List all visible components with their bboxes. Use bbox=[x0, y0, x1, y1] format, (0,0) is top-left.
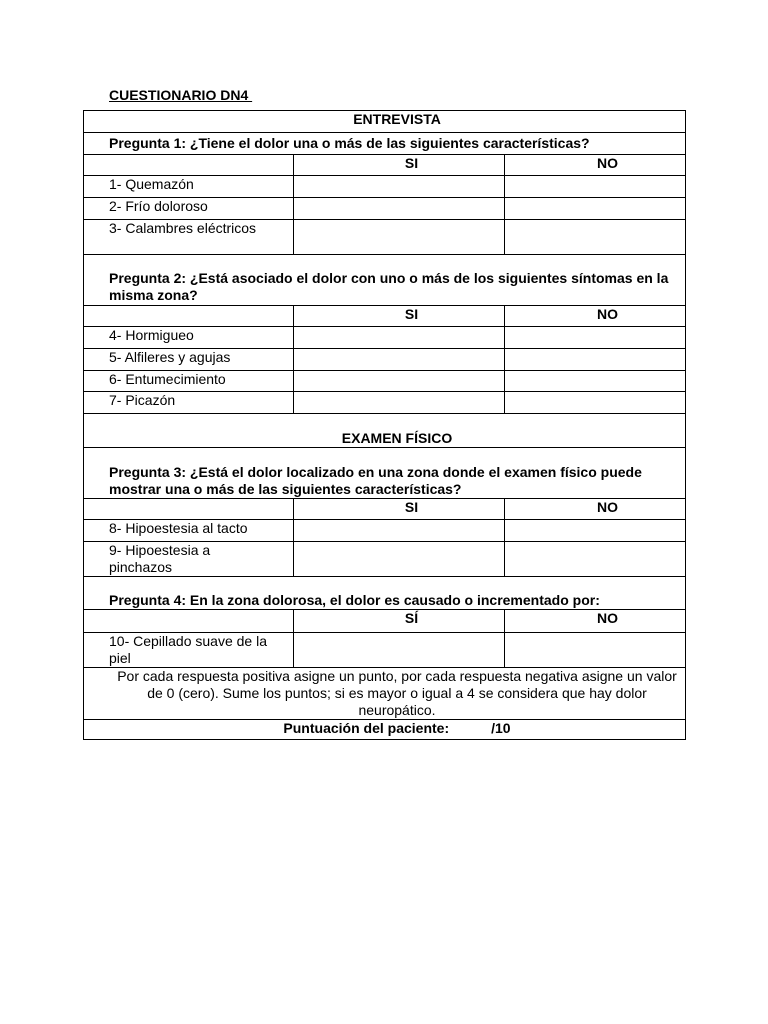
section-exam-heading: EXAMEN FÍSICO bbox=[84, 414, 686, 448]
score-label: Puntuación del paciente: bbox=[283, 720, 450, 736]
question-row-2 bbox=[84, 255, 686, 306]
answer-si-cell[interactable] bbox=[294, 327, 505, 349]
column-header-no: NO bbox=[505, 306, 686, 327]
column-header-si: SI bbox=[294, 306, 505, 327]
column-header-si: SÍ bbox=[294, 610, 505, 633]
answer-si-cell[interactable] bbox=[294, 220, 505, 255]
table-row bbox=[84, 392, 686, 414]
answer-si-cell[interactable] bbox=[294, 176, 505, 198]
score-row bbox=[84, 720, 686, 740]
answer-si-cell[interactable] bbox=[294, 198, 505, 220]
document-title: CUESTIONARIO DN4 bbox=[109, 87, 253, 103]
column-header-si: SI bbox=[294, 499, 505, 520]
item-label: 7- Picazón bbox=[84, 392, 294, 414]
question-row-4 bbox=[84, 577, 686, 610]
question-row-3 bbox=[84, 448, 686, 499]
table-row bbox=[84, 220, 686, 255]
item-label: 2- Frío doloroso bbox=[84, 198, 294, 220]
table-row bbox=[84, 371, 686, 392]
item-label: 4- Hormigueo bbox=[84, 327, 294, 349]
column-header-si: SI bbox=[294, 155, 505, 176]
answer-no-cell[interactable] bbox=[505, 198, 686, 220]
instructions-row bbox=[84, 668, 686, 720]
column-header-row bbox=[84, 306, 686, 327]
question-2: Pregunta 2: ¿Está asociado el dolor con uno o más de los siguientes síntomas en la misma zona? bbox=[109, 270, 669, 303]
section-interview-heading: ENTREVISTA bbox=[84, 111, 686, 133]
column-header-no: NO bbox=[505, 499, 686, 520]
table-row bbox=[84, 198, 686, 220]
item-label: 10- Cepillado suave de la piel bbox=[84, 633, 294, 668]
answer-no-cell[interactable] bbox=[505, 392, 686, 414]
item-label: 1- Quemazón bbox=[84, 176, 294, 198]
column-header-row bbox=[84, 499, 686, 520]
item-label: 3- Calambres eléctricos bbox=[84, 220, 294, 255]
item-label: 5- Alfileres y agujas bbox=[84, 349, 294, 371]
answer-no-cell[interactable] bbox=[505, 633, 686, 668]
column-header-no: NO bbox=[505, 610, 686, 633]
section-row-interview bbox=[84, 111, 686, 133]
answer-no-cell[interactable] bbox=[505, 220, 686, 255]
answer-si-cell[interactable] bbox=[294, 542, 505, 577]
answer-si-cell[interactable] bbox=[294, 349, 505, 371]
section-row-exam bbox=[84, 414, 686, 448]
answer-si-cell[interactable] bbox=[294, 392, 505, 414]
score-total: /10 bbox=[491, 720, 511, 736]
table-row bbox=[84, 176, 686, 198]
column-header-row bbox=[84, 155, 686, 176]
table-row bbox=[84, 327, 686, 349]
question-3: Pregunta 3: ¿Está el dolor localizado en una zona donde el examen físico puede mostrar una o más de las siguientes características? bbox=[109, 464, 642, 497]
answer-no-cell[interactable] bbox=[505, 542, 686, 577]
question-1: Pregunta 1: ¿Tiene el dolor una o más de las siguientes características? bbox=[84, 133, 686, 155]
answer-si-cell[interactable] bbox=[294, 371, 505, 392]
column-header-row bbox=[84, 610, 686, 633]
column-header-no: NO bbox=[505, 155, 686, 176]
answer-si-cell[interactable] bbox=[294, 633, 505, 668]
answer-no-cell[interactable] bbox=[505, 520, 686, 542]
item-label: 6- Entumecimiento bbox=[84, 371, 294, 392]
table-row bbox=[84, 633, 686, 668]
scoring-instructions: Por cada respuesta positiva asigne un punto, por cada respuesta negativa asigne un valor de 0 (cero). Sume los puntos; si es mayor o igual a 4 se considera que hay dolor neuropático. bbox=[84, 668, 686, 720]
answer-no-cell[interactable] bbox=[505, 349, 686, 371]
item-label: 8- Hipoestesia al tacto bbox=[84, 520, 294, 542]
answer-no-cell[interactable] bbox=[505, 327, 686, 349]
answer-no-cell[interactable] bbox=[505, 371, 686, 392]
question-row-1 bbox=[84, 133, 686, 155]
table-row bbox=[84, 520, 686, 542]
answer-si-cell[interactable] bbox=[294, 520, 505, 542]
dn4-questionnaire-table bbox=[83, 110, 686, 740]
table-row bbox=[84, 542, 686, 577]
item-label: 9- Hipoestesia a pinchazos bbox=[84, 542, 294, 577]
answer-no-cell[interactable] bbox=[505, 176, 686, 198]
table-row bbox=[84, 349, 686, 371]
question-4: Pregunta 4: En la zona dolorosa, el dolor es causado o incrementado por: bbox=[84, 577, 686, 610]
